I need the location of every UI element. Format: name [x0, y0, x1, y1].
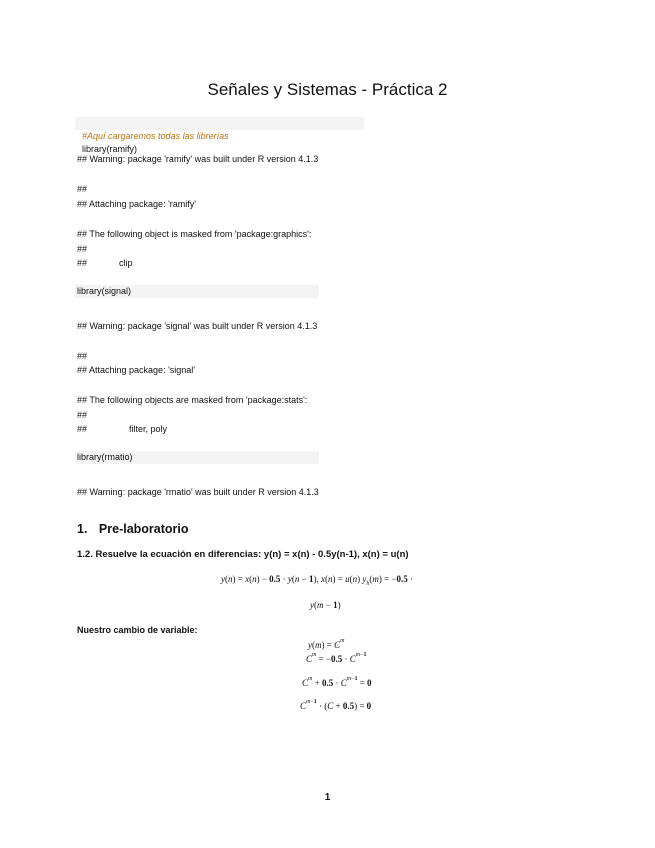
page-number: 1 — [324, 792, 331, 803]
equation-factored: $C^{m-1} \cdot (C + 0.5) = 0$ — [300, 699, 372, 711]
output-warning-ramify: ## Warning: package 'ramify' was built under R version 4.1.3 — [77, 154, 319, 164]
page-title: Señales y Sistemas - Práctica 2 — [207, 80, 448, 99]
equation-substituted: $C^m = -0.5 \cdot C^{m-1}$ — [306, 652, 367, 664]
output-line: ## The following objects are masked from 'package:stats': — [77, 395, 308, 405]
code-line-signal: library(signal) — [77, 286, 132, 296]
variable-change-label: Nuestro cambio de variable: — [77, 625, 198, 635]
code-line-rmatio: library(rmatio) — [77, 452, 133, 462]
output-line: ## — [77, 184, 88, 194]
output-line: ## The following object is masked from 'package:graphics': — [77, 229, 312, 239]
equation-substitution: $y(m) = C^m$ — [308, 638, 345, 650]
code-comment: #Aquí cargaremos todas las librerías — [82, 131, 229, 141]
output-masked-value: filter, poly — [129, 424, 168, 434]
subsection-heading: 1.2. Resuelve la ecuación en diferencias: y(n) = x(n) - 0.5y(n-1), x(n) = u(n) — [77, 549, 409, 560]
output-line: ## — [77, 410, 88, 420]
code-text: library(ramify) — [82, 144, 138, 154]
output-warning-signal: ## Warning: package 'signal' was built under R version 4.1.3 — [77, 321, 318, 331]
output-line: ## Attaching package: 'signal' — [77, 365, 196, 375]
equation-rearranged: $C^m + 0.5 \cdot C^{m-1} = 0$ — [302, 676, 372, 688]
equation-continuation: y(m − 1) — [310, 600, 341, 610]
output-line: ## Attaching package: 'ramify' — [77, 199, 197, 209]
output-masked-value: clip — [119, 258, 133, 268]
section-title: Pre-laboratorio — [98, 522, 189, 536]
output-warning-rmatio: ## Warning: package 'rmatio' was built under R version 4.1.3 — [77, 487, 319, 497]
output-line: ## — [77, 244, 88, 254]
output-line: ## — [77, 351, 88, 361]
section-number: 1. — [77, 522, 88, 536]
equation-difference: y(n) = x(n) − 0.5 · y(n − 1), x(n) = u(n) $y_h(m) = -0.5$ · — [221, 574, 413, 587]
output-line: ## — [77, 258, 88, 268]
output-line: ## — [77, 424, 88, 434]
section-heading — [77, 522, 189, 536]
code-line-ramify — [77, 117, 229, 156]
